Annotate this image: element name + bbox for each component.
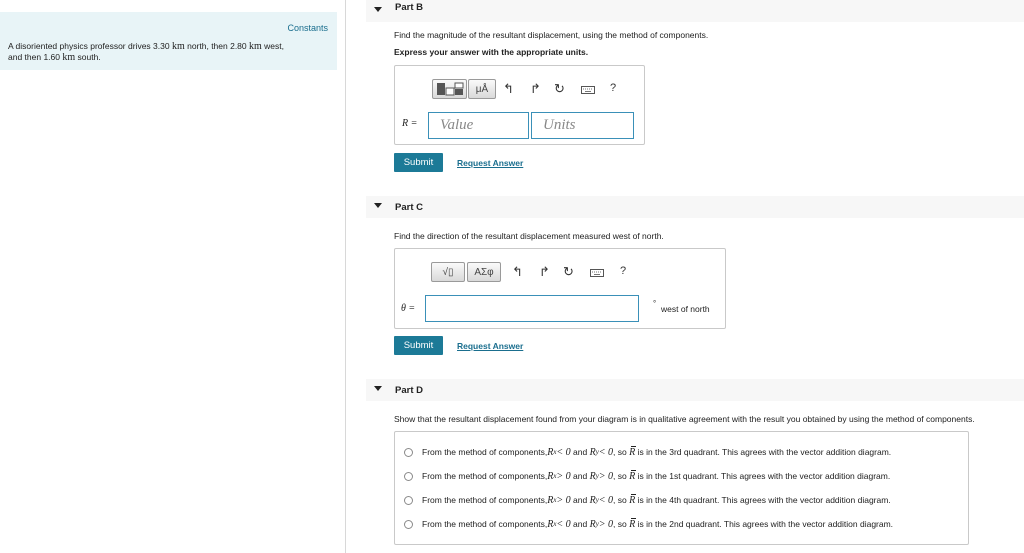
caret-down-icon[interactable] bbox=[374, 203, 382, 208]
west-of-north-label: west of north bbox=[661, 304, 710, 314]
part-d-title: Part D bbox=[395, 385, 423, 396]
choice-option[interactable]: From the method of components, R x < 0 and R y > 0 , so R is in the 2nd quadrant. This agrees with the vector addition diagram. bbox=[404, 516, 893, 532]
radio-icon[interactable] bbox=[404, 448, 413, 457]
undo-icon[interactable]: ↰ bbox=[503, 81, 514, 96]
units-input[interactable]: Units bbox=[531, 112, 634, 139]
help-icon[interactable]: ? bbox=[620, 265, 627, 277]
reset-icon[interactable]: ↻ bbox=[563, 264, 574, 279]
part-c-header[interactable] bbox=[366, 196, 1024, 218]
help-icon[interactable]: ? bbox=[610, 82, 617, 94]
radio-icon[interactable] bbox=[404, 472, 413, 481]
theta-input[interactable] bbox=[425, 295, 639, 322]
part-c-answer-box bbox=[394, 248, 726, 329]
degree-symbol: ° bbox=[653, 299, 657, 308]
choice-option[interactable]: From the method of components, R x > 0 and R y > 0 , so R is in the 1st quadrant. This agrees with the vector addition diagram. bbox=[404, 468, 890, 484]
part-b-instruction: Find the magnitude of the resultant displacement, using the method of components. bbox=[394, 30, 709, 40]
theta-label: θ = bbox=[401, 303, 416, 314]
keyboard-icon[interactable] bbox=[590, 269, 604, 277]
part-b-answer-box bbox=[394, 65, 645, 145]
part-c-instruction: Find the direction of the resultant displacement measured west of north. bbox=[394, 231, 664, 241]
part-c-request-answer-link[interactable]: Request Answer bbox=[457, 341, 524, 351]
redo-icon[interactable]: ↱ bbox=[539, 264, 550, 279]
templates-icon bbox=[436, 82, 464, 96]
part-b-submit-button[interactable]: Submit bbox=[394, 153, 443, 172]
r-label: R = bbox=[402, 118, 418, 129]
constants-link[interactable]: Constants bbox=[287, 23, 328, 33]
part-b-request-answer-link[interactable]: Request Answer bbox=[457, 158, 524, 168]
reset-icon[interactable]: ↻ bbox=[554, 81, 565, 96]
choice-option[interactable]: From the method of components, R x < 0 and R y < 0 , so R is in the 3rd quadrant. This agrees with the vector addition diagram. bbox=[404, 444, 891, 460]
radio-icon[interactable] bbox=[404, 496, 413, 505]
sqrt-template-button[interactable]: √▯ bbox=[431, 262, 465, 282]
redo-icon[interactable]: ↱ bbox=[530, 81, 541, 96]
radio-icon[interactable] bbox=[404, 520, 413, 529]
templates-button[interactable] bbox=[432, 79, 467, 99]
units-button[interactable]: μÅ bbox=[468, 79, 496, 99]
part-b-title: Part B bbox=[395, 2, 423, 13]
caret-down-icon[interactable] bbox=[374, 386, 382, 391]
part-d-instruction: Show that the resultant displacement found from your diagram is in qualitative agreement with the result you obtained by using the method of components. bbox=[394, 414, 975, 424]
undo-icon[interactable]: ↰ bbox=[512, 264, 523, 279]
part-d-choices bbox=[394, 431, 969, 545]
part-d-header[interactable] bbox=[366, 379, 1024, 401]
greek-symbols-button[interactable]: ΑΣφ bbox=[467, 262, 501, 282]
part-b-header[interactable] bbox=[366, 0, 1024, 22]
part-c-title: Part C bbox=[395, 202, 423, 213]
problem-text: A disoriented physics professor drives 3.30 km north, then 2.80 km west, and then 1.60 km south. bbox=[8, 41, 284, 63]
choice-option[interactable]: From the method of components, R x > 0 and R y < 0 , so R is in the 4th quadrant. This agrees with the vector addition diagram. bbox=[404, 492, 891, 508]
caret-down-icon[interactable] bbox=[374, 7, 382, 12]
problem-panel bbox=[0, 0, 346, 553]
keyboard-icon[interactable] bbox=[581, 86, 595, 94]
value-input[interactable]: Value bbox=[428, 112, 529, 139]
problem-statement-box bbox=[0, 12, 337, 70]
part-c-submit-button[interactable]: Submit bbox=[394, 336, 443, 355]
part-b-units-instruction: Express your answer with the appropriate units. bbox=[394, 47, 589, 57]
